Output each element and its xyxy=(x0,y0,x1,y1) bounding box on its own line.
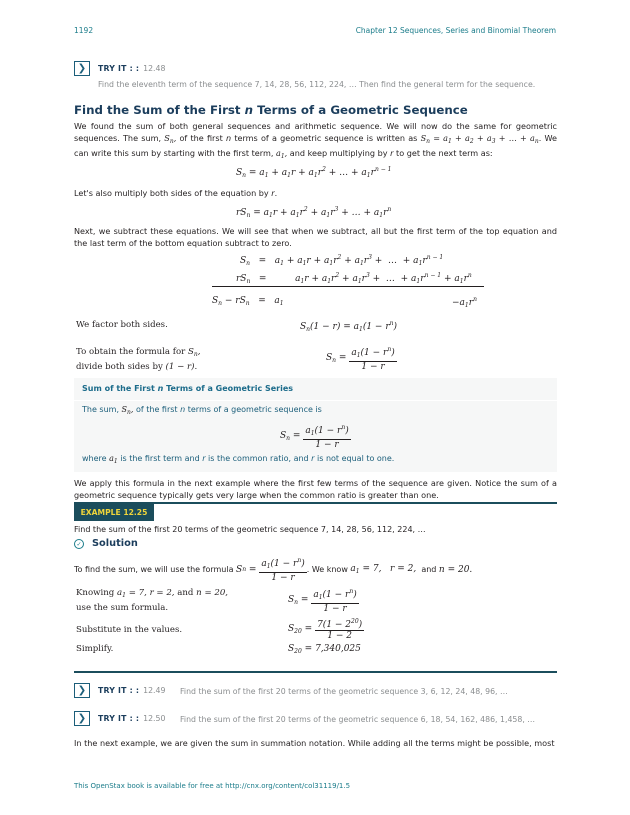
example-substituted: $S_{20}$ = $\frac{7(1 - 2^{20})}{1 - 2}$ xyxy=(288,618,363,641)
sum-formula-step: $S_n$ = $\frac{a_1(1 - r^n)}{1 - r}$ xyxy=(326,346,395,372)
chevron-right-icon[interactable]: ❯ xyxy=(74,61,90,76)
try-it-12-49 xyxy=(74,682,165,698)
try-it-12-48 xyxy=(74,60,165,76)
obtain-step: To obtain the formula for $S_n$, divide both sides by (1 − r). xyxy=(76,347,201,372)
subtract-paragraph: Next, we subtract these equations. We will see that when we subtract, all but the first term of the top equation and the last term of the bottom equation subtract to zero. xyxy=(74,226,557,248)
knowing-step: Knowing $a_1 = 7$, r = 2, and n = 20, use the sum formula. xyxy=(76,588,229,613)
subtraction-row-2: $rS_n$ = $a_1r + a_1r^2 + a_1r^3$ + … + $a_1r^{n - 1} + a_1r^n$ xyxy=(236,272,472,285)
subtraction-result-right: $-a_1r^n$ xyxy=(452,296,477,309)
subtraction-rule xyxy=(212,286,484,287)
sum-expansion-equation: $S_n = a_1 + a_1r + a_1r^2$ + … + $a_1r^{n - 1}$ xyxy=(236,166,392,179)
example-sum-formula: $S_n$ = $\frac{a_1(1 - r^n)}{1 - r}$ xyxy=(288,588,357,614)
checkmark-icon: ✓ xyxy=(74,539,84,549)
subtraction-result-left: $S_n - rS_n = a_1$ xyxy=(212,296,284,307)
try-it-text: Find the eleventh term of the sequence 7, 14, 28, 56, 112, 224, … Then find the general term for the sequence. xyxy=(98,80,536,89)
try-it-text: Find the sum of the first 20 terms of the geometric sequence 3, 6, 12, 24, 48, 96, … xyxy=(180,687,508,696)
chevron-right-icon[interactable]: ❯ xyxy=(74,711,90,726)
key-concept-where: where $a_1$ is the first term and r is the common ratio, and r is not equal to one. xyxy=(82,454,395,465)
key-concept-divider xyxy=(74,400,557,401)
try-it-number: 12.49 xyxy=(143,685,166,695)
factor-equation: $S_n(1 - r) = a_1(1 - r^n)$ xyxy=(300,320,398,333)
use-formula-sentence: To find the sum, we will use the formula S n = $\frac{a_1(1 - r^n)}{1 - r}$ . We know $a_1 = 7$, r = 2, and n = 20. xyxy=(74,557,473,583)
subtraction-row-1: $S_n = a_1 + a_1r + a_1r^2 + a_1r^3$ + … + $a_1r^{n - 1}$ xyxy=(240,254,444,267)
key-concept-box xyxy=(74,378,557,472)
factor-step: We factor both sides. xyxy=(76,320,168,330)
solution-heading: ✓ Solution xyxy=(74,538,138,549)
try-it-number: 12.50 xyxy=(143,713,166,723)
example-label: EXAMPLE 12.25 xyxy=(74,504,154,521)
multiply-paragraph: Let's also multiply both sides of the equation by r. xyxy=(74,188,278,198)
try-it-12-50 xyxy=(74,710,165,726)
chevron-right-icon[interactable]: ❯ xyxy=(74,683,90,698)
section-title: Find the Sum of the First n Terms of a Geometric Sequence xyxy=(74,103,468,117)
intro-paragraph: We found the sum of both general sequences and arithmetic sequence. We will now do the same for geometric sequences. The sum, $S_n$, of the first n terms of a geometric sequence is written as $S_n = a_1 + a_2 + a_3$ + … + $a_n$. We can write this sum by starting with the first term, $a_1$, and keep multiplying by r to get the next term as: xyxy=(74,121,557,160)
substitute-step: Substitute in the values. xyxy=(76,625,183,635)
key-concept-title: Sum of the First n Terms of a Geometric Series xyxy=(82,384,294,393)
chapter-title: Chapter 12 Sequences, Series and Binomial Theorem xyxy=(355,26,556,35)
rsn-equation: $rS_n = a_1r + a_1r^2 + a_1r^3$ + … + $a_1r^n$ xyxy=(236,206,392,219)
example-bottom-rule xyxy=(74,671,557,673)
try-it-number: 12.48 xyxy=(143,63,166,73)
key-concept-formula: $S_n$ = $\frac{a_1(1 - r^n)}{1 - r}$ xyxy=(280,424,349,450)
try-it-label: TRY IT : : xyxy=(98,685,140,695)
key-concept-text: The sum, $S_n$, of the first n terms of a geometric sequence is xyxy=(82,405,322,416)
example-result: $S_{20} = 7,340,025$ xyxy=(288,644,361,655)
try-it-label: TRY IT : : xyxy=(98,63,140,73)
example-prompt: Find the sum of the first 20 terms of the geometric sequence 7, 14, 28, 56, 112, 224, … xyxy=(74,525,426,534)
apply-paragraph: We apply this formula in the next example where the first few terms of the sequence are given. Notice the sum of a geometric sequence typically gets very large when the common ratio is greater than one. xyxy=(74,478,557,500)
page-number: 1192 xyxy=(74,26,94,35)
next-example-paragraph: In the next example, we are given the sum in summation notation. While adding all the terms might be possible, most xyxy=(74,738,555,748)
simplify-step: Simplify. xyxy=(76,644,114,654)
try-it-label: TRY IT : : xyxy=(98,713,140,723)
footer-link[interactable]: This OpenStax book is available for free at http://cnx.org/content/col31119/1.5 xyxy=(74,782,351,790)
try-it-text: Find the sum of the first 20 terms of the geometric sequence 6, 18, 54, 162, 486, 1,458, … xyxy=(180,715,536,724)
